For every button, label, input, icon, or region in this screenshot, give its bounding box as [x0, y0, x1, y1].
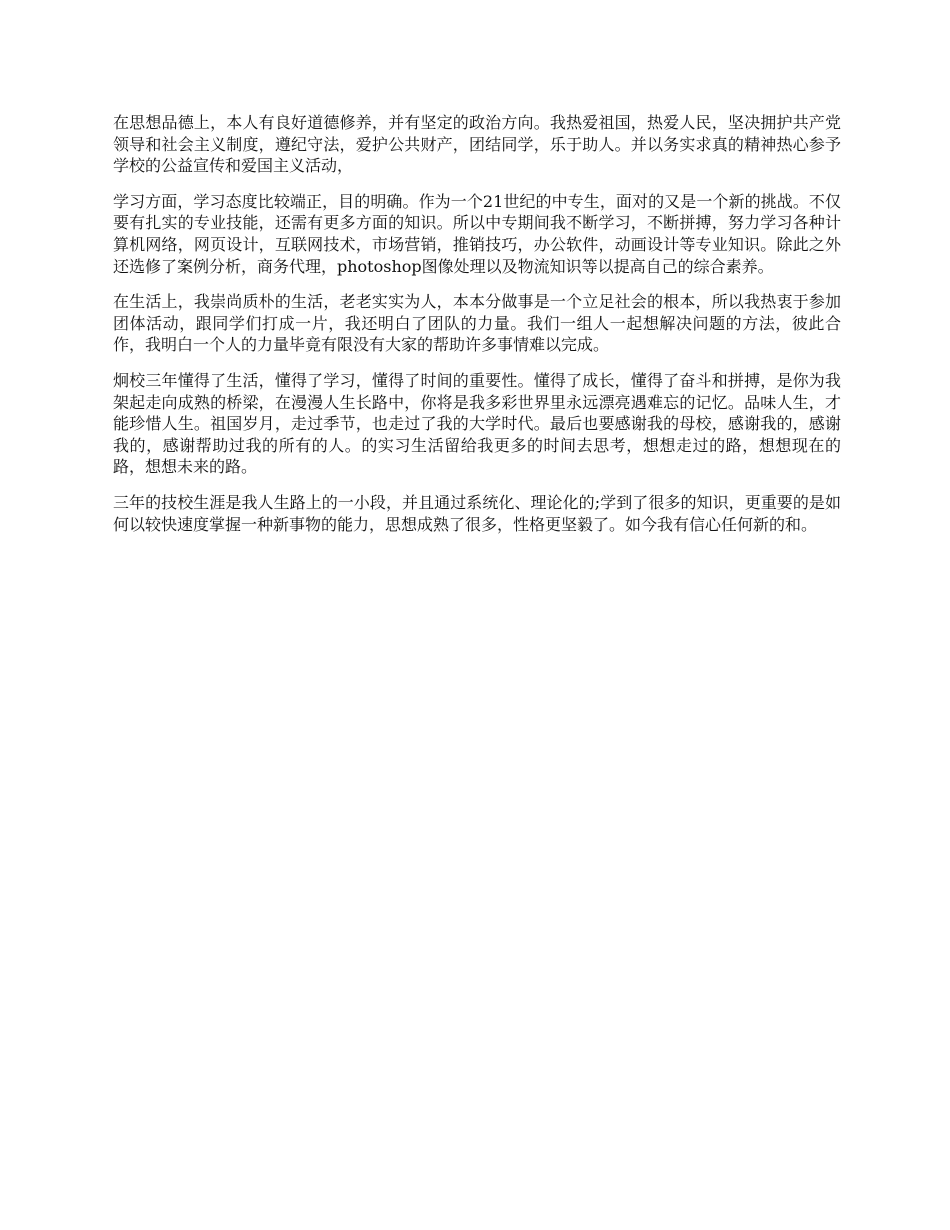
paragraph-life: 在生活上，我崇尚质朴的生活，老老实实为人，本本分做事是一个立足社会的根本，所以我热衷于参加团体活动，跟同学们打成一片，我还明白了团队的力量。我们一组人一起想解决问题的方法，彼此合作，我明白一个人的力量毕竟有限没有大家的帮助许多事情难以完成。 [113, 292, 841, 355]
paragraph-conclusion: 三年的技校生涯是我人生路上的一小段，并且通过系统化、理论化的;学到了很多的知识，更重要的是如何以较快速度掌握一种新事物的能力，思想成熟了很多，性格更坚毅了。如今我有信心任何新的和。 [113, 492, 841, 534]
paragraph-study: 学习方面，学习态度比较端正，目的明确。作为一个21世纪的中专生，面对的又是一个新的挑战。不仅要有扎实的专业技能，还需有更多方面的知识。所以中专期间我不断学习，不断拼搏，努力学习各种计算机网络，网页设计，互联网技术，市场营销，推销技巧，办公软件，动画设计等专业知识。除此之外还选修了案例分析，商务代理，photoshop图像处理以及物流知识等以提高自己的综合素养。 [113, 191, 841, 276]
paragraph-moral-character: 在思想品德上，本人有良好道德修养，并有坚定的政治方向。我热爱祖国，热爱人民，坚决拥护共产党领导和社会主义制度，遵纪守法，爱护公共财产，团结同学，乐于助人。并以务实求真的精神热心参予学校的公益宣传和爱国主义活动， [113, 113, 841, 176]
paragraph-three-years: 炯校三年懂得了生活，懂得了学习，懂得了时间的重要性。懂得了成长，懂得了奋斗和拼搏，是你为我架起走向成熟的桥梁，在漫漫人生长路中，你将是我多彩世界里永远漂亮遇难忘的记忆。品味人生，才能珍惜人生。祖国岁月，走过季节，也走过了我的大学时代。最后也要感谢我的母校，感谢我的，感谢我的，感谢帮助过我的所有的人。的实习生活留给我更多的时间去思考，想想走过的路，想想现在的路，想想未来的路。 [113, 370, 841, 477]
document-body [113, 112, 841, 549]
